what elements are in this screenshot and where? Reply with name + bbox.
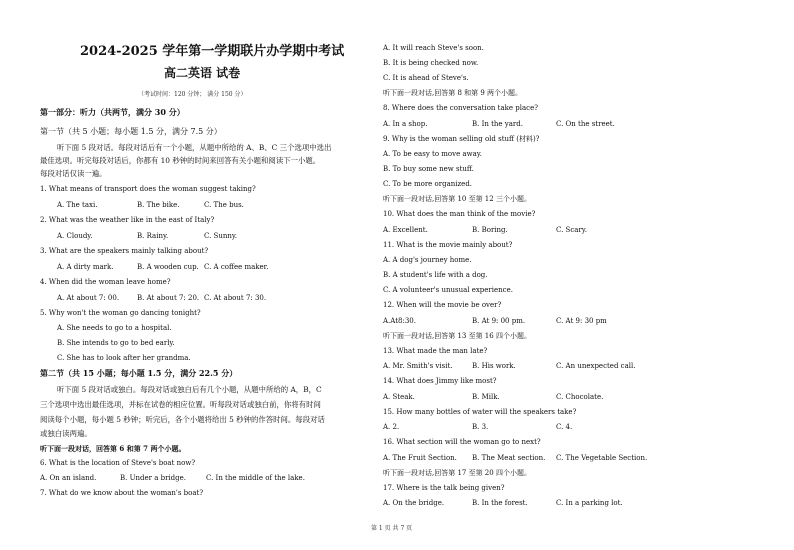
q16-option-c: C. The Vegetable Section. — [556, 454, 648, 462]
q9-option-b: B. To buy some new stuff. — [383, 165, 474, 173]
page-footer: 第 1 页 共 7 页 — [371, 525, 413, 532]
q3-option-c: C. A coffee maker. — [204, 263, 269, 271]
q5-option-a: A. She needs to go to a hospital. — [57, 324, 172, 332]
q3-option-b: B. A wooden cup. — [137, 263, 199, 271]
section2-heading: 第二节（共 15 小题；每小题 1.5 分，满分 22.5 分） — [40, 368, 238, 378]
q15-option-b: B. 3. — [472, 423, 489, 431]
q14-option-b: B. Milk. — [472, 393, 500, 401]
q12-option-a: A.At8:30. — [383, 317, 416, 325]
q13-option-b: B. His work. — [472, 362, 516, 370]
exam-title: 2024-2025 学年第一学期联片办学期中考试 — [80, 44, 345, 59]
q15-option-c: C. 4. — [556, 423, 573, 431]
q16-option-a: A. The Fruit Section. — [383, 454, 457, 462]
question-5: 5. Why won't the woman go dancing tonight? — [40, 309, 201, 317]
section1-instruction-line: 听下面 5 段对话。每段对话后有一个小题，从题中所给的 A、B、C 三个选项中选出 — [57, 143, 332, 152]
q12-option-c: C. At 9: 30 pm — [556, 317, 607, 325]
q12-option-b: B. At 9: 00 pm. — [472, 317, 526, 325]
section2-instruction-line: 阅读每个小题，每小题 5 秒钟；听完后，各个小题将给出 5 秒钟的作答时间。每段对话 — [40, 415, 325, 424]
q16-option-b: B. The Meat section. — [472, 454, 546, 462]
question-14: 14. What does Jimmy like most? — [383, 377, 497, 385]
section1-heading: 第一节（共 5 小题；每小题 1.5 分，满分 7.5 分） — [40, 127, 222, 136]
section2-instruction-line: 听下面 5 段对话或独白。每段对话或独白后有几个小题，从题中所给的 A，B，C — [57, 385, 322, 394]
section2-instruction-line: 三个选项中选出最佳选项，并标在试卷的相应位置。听每段对话或独白前，你将有时间 — [40, 400, 321, 409]
question-1: 1. What means of transport does the woman suggest taking? — [40, 185, 256, 193]
q1-option-a: A. The taxi. — [57, 201, 98, 209]
direction-q10-12: 听下面一段对话,回答第 10 至第 12 三个小题。 — [383, 195, 531, 203]
question-17: 17. Where is the talk being given? — [383, 484, 505, 492]
direction-q6-7: 听下面一段对话，回答第 6 和第 7 两个小题。 — [40, 444, 186, 453]
q10-option-b: B. Boring. — [472, 226, 508, 234]
q15-option-a: A. 2. — [383, 423, 400, 431]
q6-option-b: B. Under a bridge. — [120, 474, 186, 482]
direction-q8-9: 听下面一段对话,回答第 8 和第 9 两个小题。 — [383, 89, 523, 97]
direction-q13-16: 听下面一段对话,回答第 13 至第 16 四个小题。 — [383, 332, 531, 340]
q17-option-a: A. On the bridge. — [383, 499, 445, 507]
exam-subtitle: 高二英语 试卷 — [164, 66, 241, 80]
direction-q17-20: 听下面一段对话,回答第 17 至第 20 四个小题。 — [383, 469, 531, 477]
q9-option-a: A. To be easy to move away. — [383, 150, 483, 158]
q11-option-b: B. A student's life with a dog. — [383, 271, 488, 279]
q17-option-c: C. In a parking lot. — [556, 499, 623, 507]
q7-option-a: A. It will reach Steve's soon. — [383, 44, 484, 52]
q14-option-c: C. Chocolate. — [556, 393, 604, 401]
question-4: 4. When did the woman leave home? — [40, 278, 171, 286]
q7-option-b: B. It is being checked now. — [383, 59, 479, 67]
q5-option-b: B. She intends to go to bed early. — [57, 339, 175, 347]
part1-heading: 第一部分：听力（共两节，满分 30 分） — [40, 107, 185, 117]
section1-instruction-line: 每段对话仅读一遍。 — [40, 169, 107, 178]
q10-option-a: A. Excellent. — [383, 226, 428, 234]
section2-instruction-line: 或独白读两遍。 — [40, 429, 92, 438]
question-12: 12. When will the movie be over? — [383, 301, 502, 309]
q5-option-c: C. She has to look after her grandma. — [57, 354, 191, 362]
exam-info: （考试时间：120 分钟； 满分 150 分） — [138, 91, 247, 98]
question-9: 9. Why is the woman selling old stuff (材料)? — [383, 135, 540, 143]
question-8: 8. Where does the conversation take place? — [383, 104, 538, 112]
q4-option-c: C. At about 7: 30. — [204, 294, 267, 302]
q14-option-a: A. Steak. — [383, 393, 415, 401]
q4-option-b: B. At about 7: 20. — [137, 294, 200, 302]
q3-option-a: A. A dirty mark. — [57, 263, 114, 271]
q9-option-c: C. To be more organized. — [383, 180, 473, 188]
q1-option-c: C. The bus. — [204, 201, 244, 209]
question-3: 3. What are the speakers mainly talking about? — [40, 247, 209, 255]
question-2: 2. What was the weather like in the east of Italy? — [40, 216, 215, 224]
q13-option-c: C. An unexpected call. — [556, 362, 636, 370]
question-10: 10. What does the man think of the movie? — [383, 210, 536, 218]
q4-option-a: A. At about 7: 00. — [57, 294, 120, 302]
q11-option-a: A. A dog's journey home. — [383, 256, 472, 264]
q10-option-c: C. Scary. — [556, 226, 588, 234]
q2-option-b: B. Rainy. — [137, 232, 169, 240]
q8-option-c: C. On the street. — [556, 120, 615, 128]
question-13: 13. What made the man late? — [383, 347, 488, 355]
question-16: 16. What section will the woman go to next? — [383, 438, 541, 446]
q7-option-c: C. It is ahead of Steve's. — [383, 74, 469, 82]
question-15: 15. How many bottles of water will the speakers take? — [383, 408, 577, 416]
question-11: 11. What is the movie mainly about? — [383, 241, 513, 249]
q17-option-b: B. In the forest. — [472, 499, 528, 507]
q2-option-a: A. Cloudy. — [57, 232, 93, 240]
q2-option-c: C. Sunny. — [204, 232, 238, 240]
q11-option-c: C. A volunteer's unusual experience. — [383, 286, 513, 294]
q13-option-a: A. Mr. Smith's visit. — [383, 362, 453, 370]
q1-option-b: B. The bike. — [137, 201, 180, 209]
section1-instruction-line: 最佳选项。听完每段对话后，你都有 10 秒钟的时间来回答有关小题和阅读下一小题。 — [40, 156, 321, 165]
question-7: 7. What do we know about the woman's boat? — [40, 489, 204, 497]
q6-option-c: C. In the middle of the lake. — [206, 474, 305, 482]
q6-option-a: A. On an island. — [40, 474, 97, 482]
q8-option-b: B. In the yard. — [472, 120, 523, 128]
question-6: 6. What is the location of Steve's boat now? — [40, 459, 196, 467]
q8-option-a: A. In a shop. — [383, 120, 428, 128]
